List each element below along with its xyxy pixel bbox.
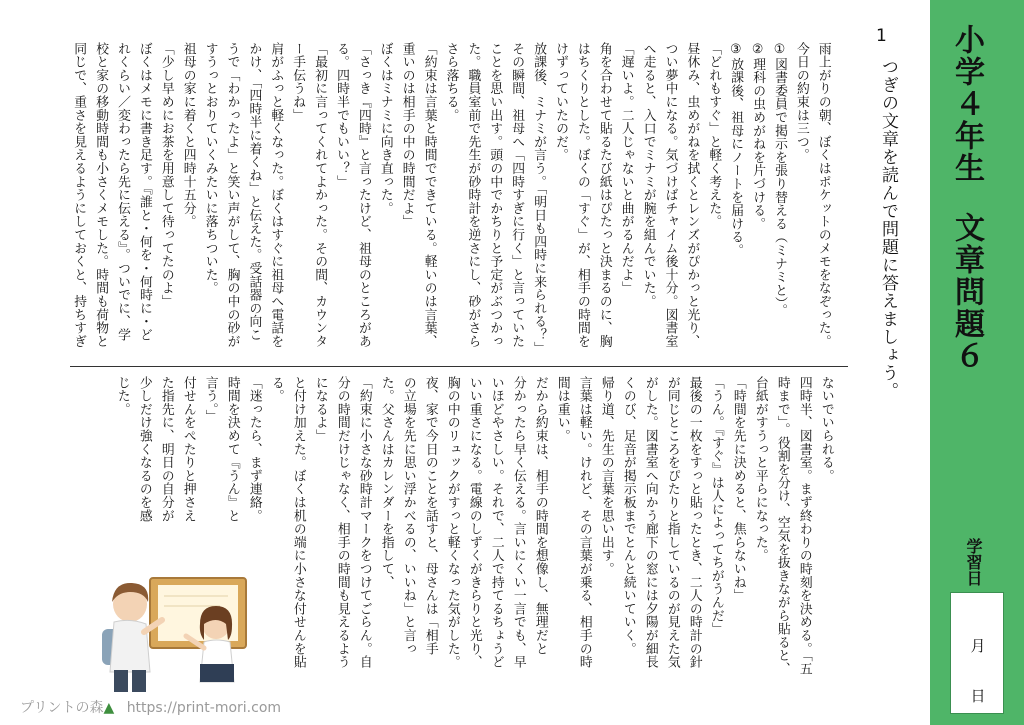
story-line: 時間を決めて『うん』と — [224, 376, 240, 523]
study-date-box[interactable] — [950, 592, 1004, 714]
story-line: かけ、「四時半に着くね」と伝えた。受話器の向こ — [246, 42, 262, 342]
story-line: けずっていたのだ。 — [552, 42, 568, 162]
story-line: 最後の一枚をすっと貼ったとき、二人の時計の針 — [686, 376, 702, 669]
story-line: つい夢中になる。気づけばチャイム後十分。図書室 — [662, 42, 678, 348]
story-line: じた。 — [114, 376, 130, 416]
story-line: 胸の中のリュックがすっと軽くなった気がした。 — [444, 376, 460, 669]
story-line: 分かったら早く伝える。言いにくい一言でも、早 — [510, 376, 526, 669]
story-line: ②理科の虫めがねを片づける。 — [750, 42, 766, 231]
footer — [20, 697, 281, 717]
story-line: すうっとおりていくみたいに落ちついた。 — [202, 42, 218, 295]
story-line: る。四時半でもいい？」 — [333, 42, 349, 189]
story-line: うで「わかったよ」と笑い声がして、胸の中の砂が — [224, 42, 240, 348]
section-divider — [70, 366, 848, 367]
footer-brand: プリントの森 — [20, 700, 104, 716]
title-subject: 文章問題６ — [949, 212, 984, 372]
illustration-children-poster — [100, 574, 252, 694]
story-line: 「迷ったら、まず連絡。 — [246, 376, 262, 523]
story-line: ことを思い出す。頭の中でかちりと予定がぶつかっ — [487, 42, 503, 348]
story-line: る。 — [268, 376, 284, 403]
story-line: 今日の約束は三つ。 — [793, 42, 809, 162]
tree-icon: ▲ — [103, 700, 115, 716]
story-line: ー手伝うね」 — [290, 42, 306, 122]
story-line: 「約束は言葉と時間でできている。軽いのは言葉、 — [421, 42, 437, 348]
story-line: 「さっき『四時』と言ったけど、祖母のところがあ — [355, 42, 371, 348]
story-line: 「約束に小さな砂時計マークをつけてごらん。自 — [356, 376, 372, 669]
story-line: だから約束は、相手の時間を想像し、無理だと — [532, 376, 548, 656]
story-line: 同じで、重さを見えるようにしておくと、持ちすぎ — [71, 42, 87, 348]
story-line: 「どれもすぐ」と軽く考えた。 — [706, 42, 722, 229]
story-line: が同じところをぴたりと指しているのが見えた気 — [664, 376, 680, 669]
story-line: 少しだけ強くなるのを感 — [136, 376, 152, 523]
story-line: ぼくはメモに書き足す。『誰と・何を・何時に・ど — [136, 42, 152, 342]
story-line: 分の時間だけじゃなく、相手の時間も見えるよう — [334, 376, 350, 669]
story-line: 言う。」 — [202, 376, 218, 423]
story-line: いい重さになる。電線のしずくがきらりと光り、 — [466, 376, 482, 669]
story-line: と付け加えた。ぼくは机の端に小さな付せんを貼 — [290, 376, 306, 669]
worksheet-title — [944, 24, 988, 372]
story-line: 「うん。『すぐ』は人によってちがうんだ」 — [708, 376, 724, 636]
story-line: ぼくはミナミに向き直った。 — [377, 42, 393, 215]
story-line: た指先に、明日の自分が — [158, 376, 174, 523]
title-grade: 小学４年生 — [949, 24, 984, 184]
story-line: 校と家の移動時間も小さくメモした。時間も荷物と — [93, 42, 109, 348]
story-line: へ走ると、入口でミナミが腕を組んでいた。 — [640, 42, 656, 308]
story-line: はちくりとした。ぼくの「すぐ」が、相手の時間を — [574, 42, 590, 348]
story-line: 「遅いよ。二人じゃないと曲がるんだよ」 — [618, 42, 634, 295]
story-line: 間は重い。 — [554, 376, 570, 443]
story-line: ③放課後、祖母にノートを届ける。 — [728, 42, 744, 257]
story-line: 台紙がすうっと平らになった。 — [752, 376, 768, 563]
story-line: 放課後、ミナミが言う。「明日も四時に来られる？」 — [531, 42, 547, 355]
story-line: いほどやさしい。それで、二人で持てるちょうど — [488, 376, 504, 669]
story-line: 言葉は軽い。けれど、その言葉が乗る、相手の時 — [576, 376, 592, 669]
story-line: 付せんをぺたりと押さえ — [180, 376, 196, 523]
day-label: 日 — [970, 687, 986, 705]
story-line: 雨上がりの朝、ぼくはポケットのメモをなぞった。 — [815, 42, 831, 348]
story-line: た。父さんはカレンダーを指して、 — [378, 376, 394, 589]
story-line: 時まで」。役割を分け、空気を抜きながら貼ると、 — [774, 376, 790, 676]
story-line: の立場を先に思い浮かべるの、いいね」と言っ — [400, 376, 416, 656]
story-line: 「少し早めにお茶を用意して待ってたのよ」 — [158, 42, 174, 308]
story-line: その瞬間、祖母へ「四時すぎに行く」と言っていた — [509, 42, 525, 348]
story-line: ①図書委員で掲示を張り替える（ミナミと）。 — [771, 42, 787, 318]
story-line: 帰り道、先生の言葉を思い出す。 — [598, 376, 614, 576]
story-line: 「最初に言ってくれてよかった。その間、カウンタ — [312, 42, 328, 348]
story-line: 「時間を先に決めると、焦らないね」 — [730, 376, 746, 603]
story-line: 夜、家で今日のことを話すと、母さんは「相手 — [422, 376, 438, 656]
story-line: になるよ」 — [312, 376, 328, 443]
footer-url[interactable]: https://print-mori.com — [126, 700, 282, 716]
story-line: くのび、足音が掲示板までとんと続いていく。 — [620, 376, 636, 656]
story-line: 四時半、図書室。まず終わりの時刻を決める。「五 — [796, 376, 812, 676]
story-line: ないでいられる。 — [818, 376, 834, 483]
study-date-label: 学習日 — [964, 538, 983, 586]
story-line: さら落ちる。 — [443, 42, 459, 122]
story-line: 重いのは相手の中の時間だよ」 — [399, 42, 415, 229]
question-number: 1 — [876, 26, 887, 46]
story-line: た。職員室前で先生が砂時計を逆さにし、砂がさら — [465, 42, 481, 348]
story-line: 角を合わせて貼るたび紙はぴたっと決まるのに、胸 — [596, 42, 612, 348]
question-prompt: つぎの文章を読んで問題に答えましょう。 — [878, 58, 898, 400]
month-label: 月 — [970, 637, 986, 655]
story-line: がした。図書室へ向かう廊下の窓には夕陽が細長 — [642, 376, 658, 669]
story-line: 肩がふっと軽くなった。ぼくはすぐに祖母へ電話を — [268, 42, 284, 348]
story-line: 祖母の家に着くと四時十五分。 — [180, 42, 196, 229]
story-line: れくらい／変わったら先に伝える』。ついでに、学 — [114, 42, 130, 342]
story-line: 昼休み、虫めがねを拭くとレンズがぴかっと光り、 — [684, 42, 700, 348]
